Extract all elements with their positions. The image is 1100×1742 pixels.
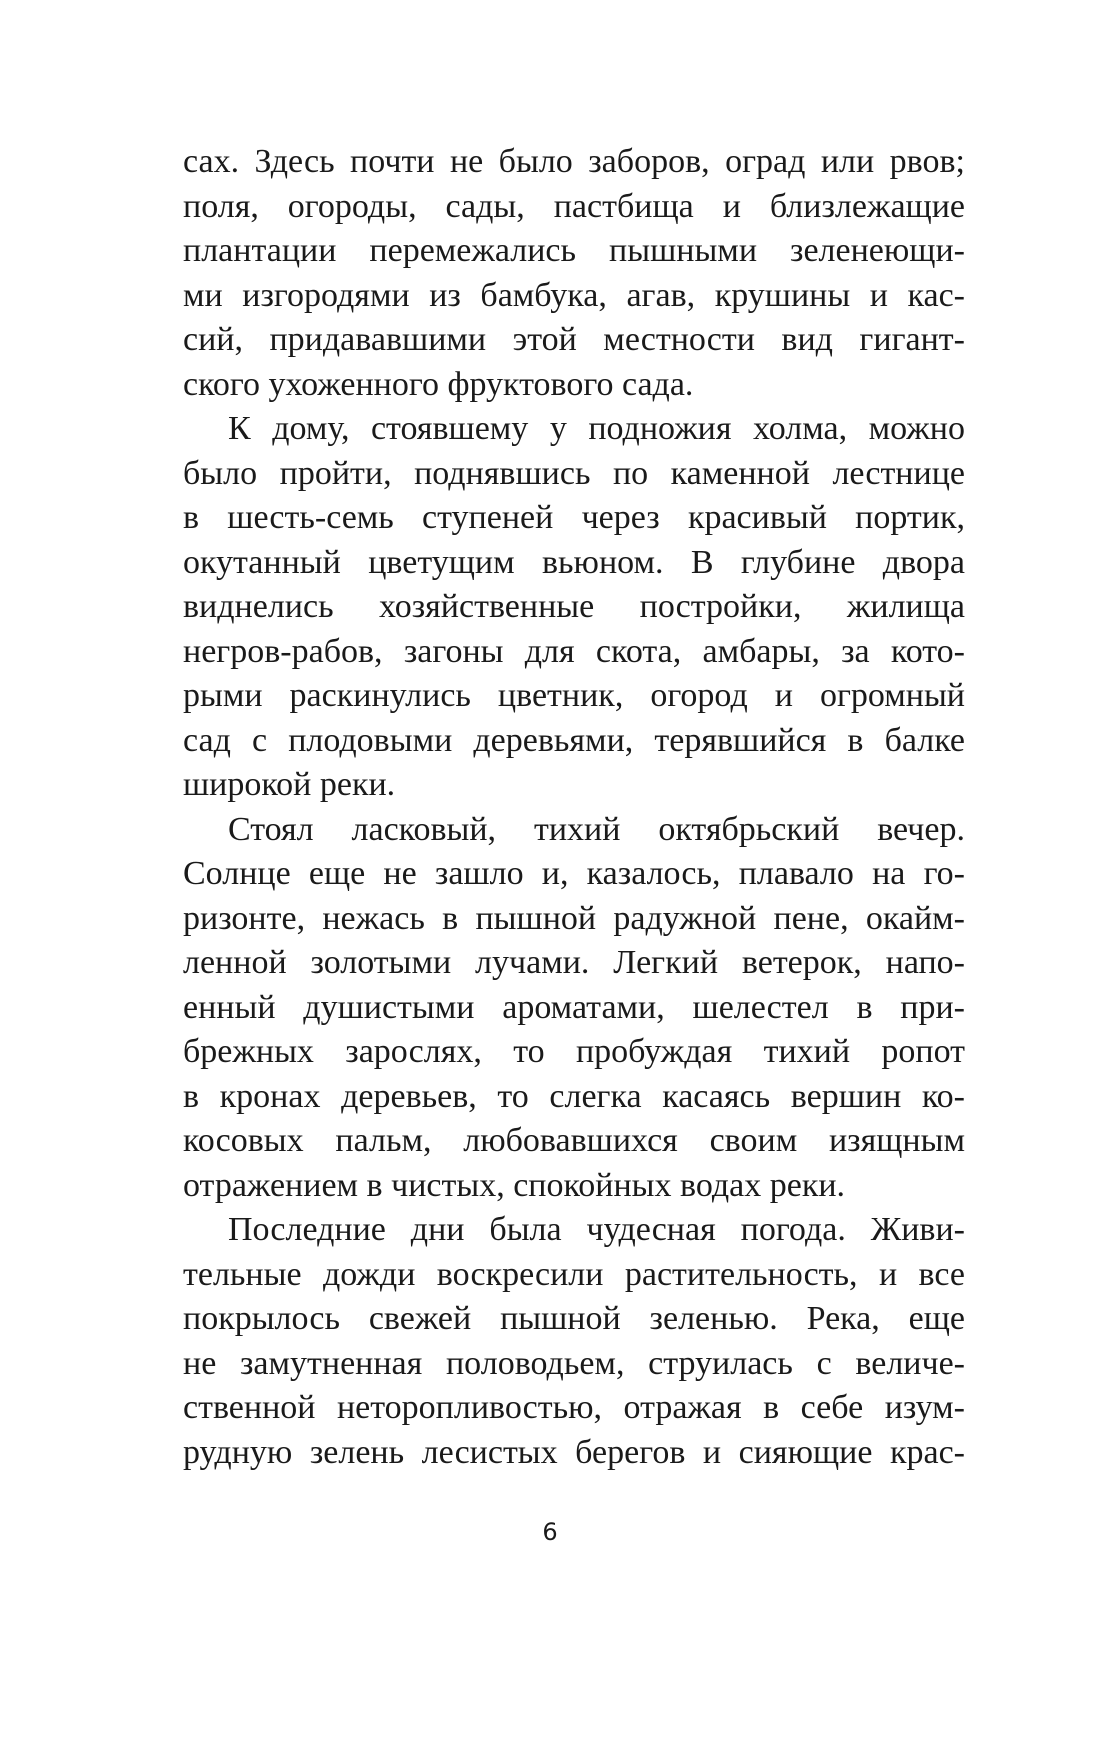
paragraph-first-line: Последние дни была чудесная погода. Живи-	[228, 1211, 965, 1248]
text-line: отражением в чистых, спокойных водах реки.	[183, 1166, 846, 1204]
text-line: енный душистыми ароматами, шелестел в при-	[183, 988, 965, 1026]
text-line: негров-рабов, загоны для скота, амбары, за кото-	[183, 632, 965, 670]
paragraph-first-line: Стоял ласковый, тихий октябрьский вечер.	[228, 810, 965, 848]
text-line: плантации перемежались пышными зеленеющи-	[183, 232, 965, 269]
text-line: не замутненная половодьем, струилась с величе-	[183, 1344, 965, 1382]
text-line: виднелись хозяйственные постройки, жилища	[183, 588, 965, 625]
paragraph-first-line: К дому, стоявшему у подножия холма, можно	[228, 410, 965, 447]
text-line: сах. Здесь почти не было заборов, оград или рвов;	[183, 143, 965, 180]
text-line: покрылось свежей пышной зеленью. Река, еще	[183, 1300, 965, 1337]
text-line: окутанный цветущим вьюном. В глубине двора	[183, 543, 965, 581]
text-line: ственной неторопливостью, отражая в себе изум-	[183, 1389, 965, 1426]
text-line: тельные дожди воскресили растительность, и все	[183, 1255, 965, 1293]
text-line: в кронах деревьев, то слегка касаясь вершин ко-	[183, 1077, 965, 1115]
text-line: ленной золотыми лучами. Легкий ветерок, напо-	[183, 944, 965, 981]
text-line: было пройти, поднявшись по каменной лестнице	[183, 454, 965, 492]
text-line: в шесть-семь ступеней через красивый портик,	[183, 499, 965, 536]
text-line: косовых пальм, любовавшихся своим изящным	[183, 1122, 965, 1159]
text-line: широкой реки.	[183, 766, 396, 803]
text-line: ского ухоженного фруктового сада.	[183, 365, 694, 403]
page-number: 6	[542, 1518, 558, 1546]
text-line: поля, огороды, сады, пастбища и близлежащие	[183, 187, 965, 225]
text-line: рыми раскинулись цветник, огород и огромный	[183, 677, 965, 714]
text-line: сий, придававшими этой местности вид гигант-	[183, 321, 965, 358]
text-line: ми изгородями из бамбука, агав, крушины и кас-	[183, 276, 965, 314]
text-line: ризонте, нежась в пышной радужной пене, окайм-	[183, 899, 965, 937]
body-text	[183, 140, 965, 1475]
text-line: Солнце еще не зашло и, казалось, плавало на го-	[183, 855, 965, 892]
text-line: сад с плодовыми деревьями, терявшийся в балке	[183, 721, 965, 759]
text-line: брежных зарослях, то пробуждая тихий ропот	[183, 1033, 965, 1070]
text-line: рудную зелень лесистых берегов и сияющие крас-	[183, 1433, 965, 1471]
